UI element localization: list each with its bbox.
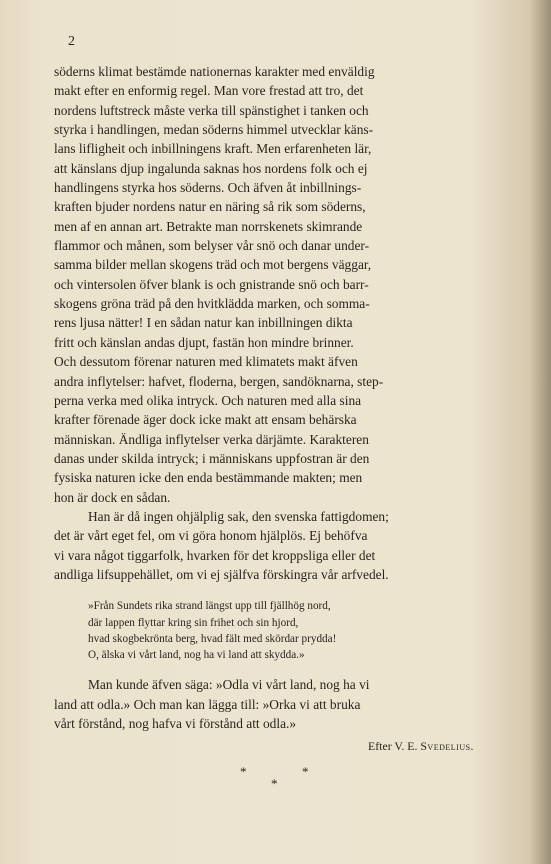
attribution [54, 738, 500, 754]
attribution-name: Svedelius. [420, 738, 474, 753]
paragraph-poverty: Han är då ingen ohjälplig sak, den svenska fattigdomen; det är vårt eget fel, om vi göra honom hjälplös. Ej behöfva vi vara något tiggarfolk, hvarken för det kroppsliga eller det andliga lifsuppehället, om vi ej själfva förskingra vår arfvedel. [54, 508, 389, 582]
asterisk-right: * [302, 763, 309, 779]
asterisk-bottom: * [271, 775, 278, 791]
section-separator [54, 762, 500, 792]
attribution-prefix: Efter V. E. [368, 738, 418, 753]
poem-quote: »Från Sundets rika strand längst upp till fjällhög nord, där lappen flyttar kring sin frihet och sin hjord, hvad skogbekrönta berg, hvad fält med skördar prydda! O, älska vi vårt land, nog ha vi land att skydda.» [88, 600, 337, 662]
paragraph-climate: söderns klimat bestämde nationernas karakter med enväldig makt efter en enformig regel. Man vore frestad att tro, det nordens luftstreck måste verka till spänstighet i tanken och styrka i handlingen, medan söderns himmel utvecklar käns- lans lifligheit och inbillningens kraft. Men erfarenheten lär, att känslans djup ingalunda saknas hos nordens folk och ej handlingens styrka hos söderns. Och äfven åt inbillnings- kraften bjuder nordens natur en näring så rik som söderns, men af en annan art. Betrakte man norrskenets skimrande flammor och månen, som belyser vår snö och danar under- samma bilder mellan skogens träd och mot bergens väggar, och vintersolen öfver blank is och gnistrande snö och barr- skogens gröna träd på den hvitklädda marken, och somma- rens ljusa nätter! I en sådan natur kan inbillningen dikta fritt och känslan andas djupt, fastän hon mindre brinner. Och dessutom förenar naturen med klimatets makt äfven andra inflytelser: hafvet, floderna, bergen, sandöknarna, step- perna verka med olika intryck. Och naturen med alla sina krafter förenade äger dock icke makt att ensam behärska människan. Ändliga inflytelser verka därjämte. Karakteren danas under skilda intryck; i människans uppfostran är den fysiska naturen icke den enda bestämmande makten; men hon är dock en sådan. [54, 64, 384, 505]
paragraph-cultivate: Man kunde äfven säga: »Odla vi vårt land, nog ha vi land att odla.» Och man kan lägga till: »Orka vi att bruka vårt förstånd, nog hafva vi förstånd att odla.» [54, 677, 370, 732]
page-number: 2 [68, 34, 75, 49]
page-body [54, 62, 500, 792]
asterisk-left: * [240, 763, 247, 779]
